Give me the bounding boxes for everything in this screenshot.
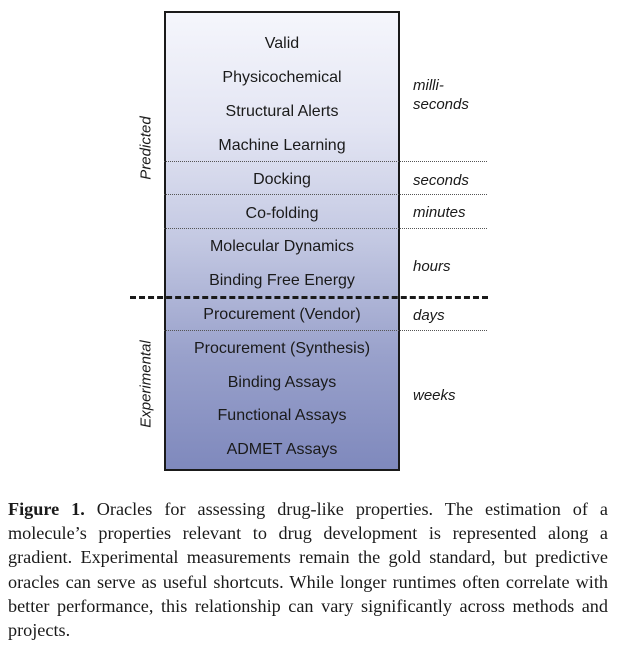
predicted-label: Predicted bbox=[137, 116, 155, 180]
oracle-valid: Valid bbox=[264, 35, 300, 52]
time-scale-hours: hours bbox=[413, 258, 451, 275]
tier-separator-milliseconds-seconds bbox=[164, 161, 487, 162]
tier-separator-days-weeks bbox=[164, 330, 487, 331]
tier-separator-minutes-hours bbox=[164, 228, 487, 229]
oracle-structural-alerts: Structural Alerts bbox=[225, 103, 339, 120]
oracle-co-folding: Co-folding bbox=[245, 205, 319, 222]
time-scale-milli: milli- bbox=[413, 77, 444, 94]
time-scale-seconds: seconds bbox=[413, 172, 469, 189]
oracle-physicochemical: Physicochemical bbox=[222, 69, 342, 86]
predicted-experimental-boundary bbox=[130, 296, 488, 299]
oracle-molecular-dynamics: Molecular Dynamics bbox=[209, 238, 355, 255]
caption-text: Oracles for assessing drug-like properties. The estimation of a molecule’s properties relevant to drug development is represented along a gradient. Experimental measurements remain the gold standard, but predictive oracles can serve as useful shortcuts. While longer runtimes often correlate with better performance, this relationship can vary significantly across methods and projects. bbox=[8, 499, 608, 641]
oracle-binding-free-energy: Binding Free Energy bbox=[209, 272, 355, 289]
time-scale-weeks: weeks bbox=[413, 387, 456, 404]
oracle-procurement-vendor: Procurement (Vendor) bbox=[203, 306, 361, 323]
oracle-machine-learning: Machine Learning bbox=[218, 137, 346, 154]
time-scale-milliseconds: seconds bbox=[413, 96, 469, 113]
figure-caption bbox=[8, 497, 608, 642]
experimental-label: Experimental bbox=[137, 340, 155, 428]
oracle-procurement-synthesis: Procurement (Synthesis) bbox=[193, 340, 371, 357]
caption-prefix: Figure 1. bbox=[8, 499, 85, 519]
time-scale-minutes: minutes bbox=[413, 204, 466, 221]
oracle-admet-assays: ADMET Assays bbox=[226, 441, 338, 458]
tier-separator-seconds-minutes bbox=[164, 194, 487, 195]
oracle-docking: Docking bbox=[253, 171, 311, 188]
oracle-binding-assays: Binding Assays bbox=[227, 374, 337, 391]
time-scale-days: days bbox=[413, 307, 445, 324]
oracle-functional-assays: Functional Assays bbox=[217, 407, 347, 424]
